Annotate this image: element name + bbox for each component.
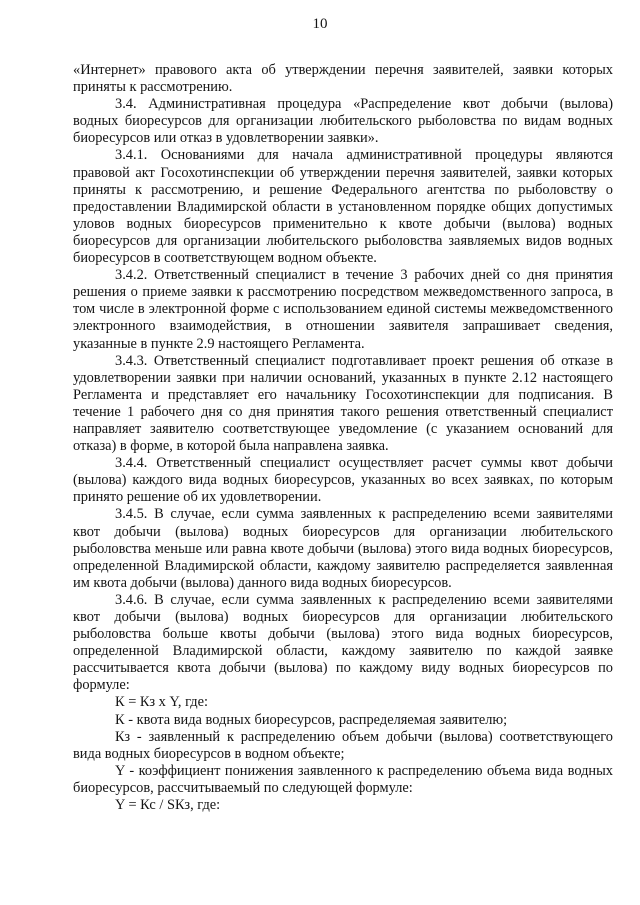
paragraph-3-4-5: 3.4.5. В случае, если сумма заявленных к распределению всеми заявителями квот добычи (вылова) водных биоресурсов для организации любительского рыболовства меньше или равна квоте добычи (вылова) этого вида водных биоресурсов, определенной Владимирской области, каждому заявителю распределяется заявленная им квота добычи (вылова) данного вида водных биоресурсов.	[73, 506, 613, 591]
paragraph-3-4: 3.4. Административная процедура «Распределение квот добычи (вылова) водных биоресурсов для организации любительского рыболовства по видам водных биоресурсов или отказ в удовлетворении заявки».	[73, 96, 613, 147]
formula-y: Y = Кс / SКз, где:	[115, 797, 221, 814]
page-number: 10	[312, 16, 328, 32]
document-body	[73, 62, 613, 814]
paragraph-intro-continuation: «Интернет» правового акта об утверждении перечня заявителей, заявки которых приняты к рассмотрению.	[73, 62, 613, 96]
paragraph-3-4-1: 3.4.1. Основаниями для начала административной процедуры являются правовой акт Госохотинспекции об утверждении перечня заявителей, заявки которых приняты к рассмотрению, и решение Федерального агентства по рыболовству о предоставлении Владимирской области в установленном порядке общих допустимых уловов водных биоресурсов применительно к квоте добычи (вылова) водных биоресурсов для организации любительского рыболовства заявляемых видов водных биоресурсов в соответствующем водном объекте.	[73, 147, 613, 267]
paragraph-3-4-6: 3.4.6. В случае, если сумма заявленных к распределению всеми заявителями квот добычи (вылова) водных биоресурсов для организации любительского рыболовства больше квоты добычи (вылова) этого вида водных биоресурсов, определенной Владимирской области, каждому заявителю по каждой заявке рассчитывается квота добычи (вылова) по каждому виду водных биоресурсов по формуле:	[73, 591, 613, 694]
paragraph-3-4-4: 3.4.4. Ответственный специалист осуществляет расчет суммы квот добычи (вылова) каждого вида водных биоресурсов, указанных во всех заявках, по которым принято решение об их удовлетворении.	[73, 455, 613, 506]
paragraph-3-4-3: 3.4.3. Ответственный специалист подготавливает проект решения об отказе в удовлетворении заявки при наличии оснований, указанных в пункте 2.12 настоящего Регламента и представляет его начальнику Госохотинспекции для подписания. В течение 1 рабочего дня со дня принятия такого решения ответственный специалист направляет заявителю соответствующее уведомление (с указанием оснований для отказа) в форме, в которой была направлена заявка.	[73, 352, 613, 455]
formula-main: К = Кз х Y, где:	[115, 694, 209, 711]
paragraph-3-4-2: 3.4.2. Ответственный специалист в течение 3 рабочих дней со дня принятия решения о приеме заявки к рассмотрению посредством межведомственного запроса, в том числе в электронной форме с использованием единой системы межведомственного электронного взаимодействия, в отношении заявителя запрашивает сведения, указанные в пункте 2.9 настоящего Регламента.	[73, 267, 613, 352]
formula-definition-kz: Кз - заявленный к распределению объем добычи (вылова) соответствующего вида водных биоресурсов в водном объекте;	[73, 728, 613, 762]
formula-definition-y: Y - коэффициент понижения заявленного к распределению объема вида водных биоресурсов, рассчитываемый по следующей формуле:	[73, 762, 613, 796]
formula-definition-k: К - квота вида водных биоресурсов, распределяемая заявителю;	[115, 711, 508, 728]
